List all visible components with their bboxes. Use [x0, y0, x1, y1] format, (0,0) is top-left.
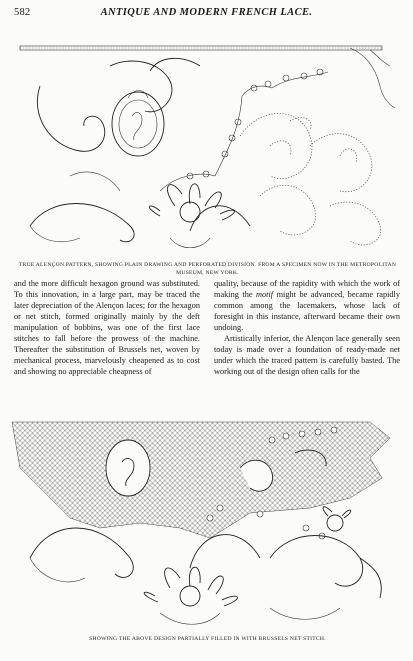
page-number: 582 [14, 7, 31, 18]
right-paragraph-2: Artistically inferior, the Alençon lace generally seen today is made over a foundation of ready-made net under which the traced pattern is carefully basted. The working out of the design often calls for the [214, 334, 400, 377]
top-figure-caption: TRUE ALENÇON PATTERN, SHOWING PLAIN DRAWING AND PERFORATED DIVISION. FROM A SPECIMEN NOW IN THE METROPOLITAN MUSEUM, NEW YORK. [18, 262, 397, 276]
body-text [14, 278, 400, 377]
running-head: ANTIQUE AND MODERN FRENCH LACE. [100, 7, 313, 18]
right-column [214, 278, 400, 377]
bottom-lace-illustration [10, 418, 405, 632]
right-paragraph-1: quality, because of the rapidity with which the work of making the motif might be advanced, became rapidly common among the lacemakers, whose lack of foresight in this instance, afterward became their own undoing. [214, 279, 401, 333]
left-paragraph-1: and the more difficult hexagon ground was substituted. To this innovation, in a large part, may be traced the later depreciation of the Alençon laces; for the hexagon or net stitch, formed originally mainly by the deft manipulation of bobbins, was one of the first lace stitches to fall before the prowess of the machine. Thereafter the substitution of Brussels net, woven by mechanical process, marvelously cheapened as to cost and showing no appreciable cheapness of [14, 279, 200, 377]
bottom-figure-caption: SHOWING THE ABOVE DESIGN PARTIALLY FILLED IN WITH BRUSSELS NET STITCH. [89, 636, 326, 642]
left-column [14, 278, 200, 377]
top-lace-illustration [10, 26, 405, 258]
